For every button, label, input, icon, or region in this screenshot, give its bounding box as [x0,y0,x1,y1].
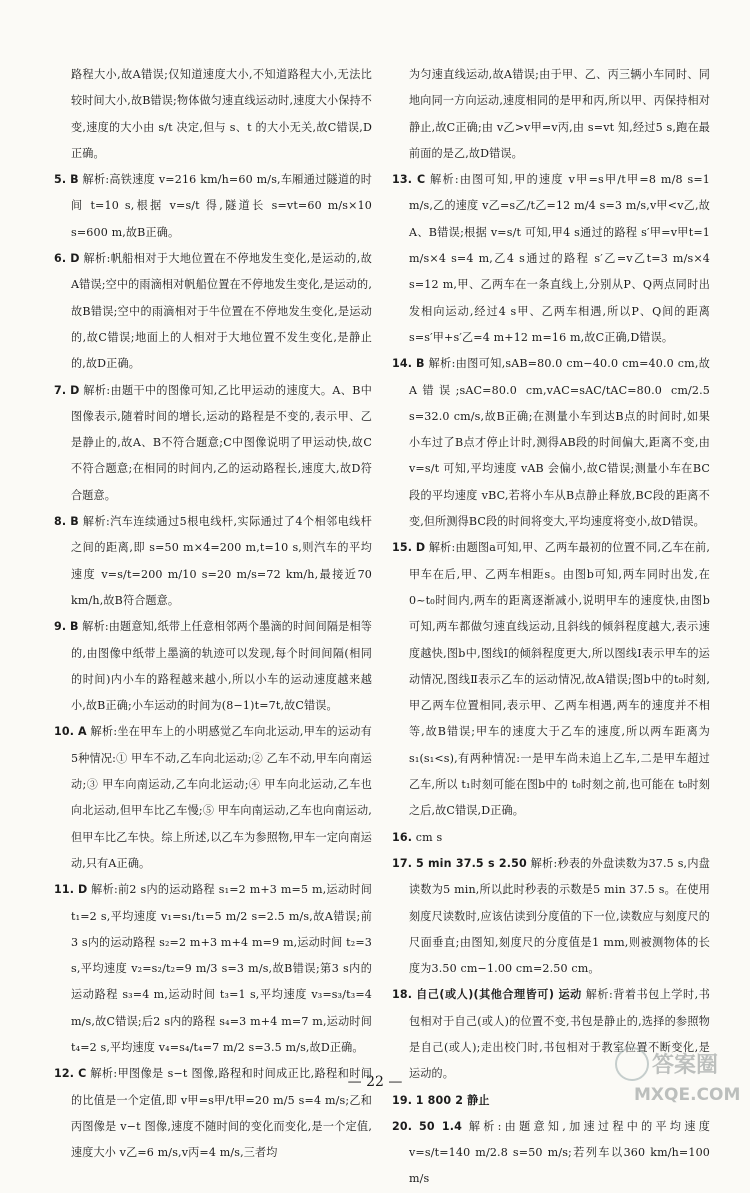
question-number: 19. [392,1093,413,1107]
answer-item [54,378,372,509]
answer-item [392,167,710,351]
answer-choice: 50 1.4 [418,1119,462,1133]
answer-choice: D [70,252,80,266]
answer-choice: C [78,1067,87,1081]
explanation-text: 解析:汽车连续通过5根电线杆,实际通过了4个相邻电线杆之间的距离,即 s=50 m×4=200 m,t=10 s,则汽车的平均速度 v=s/t=200 m/10 s=20 m/s=72 km/h,最接近70 km/h,故B符合题意。 [71,515,372,607]
question-number: 17. [392,856,413,870]
continued-paragraph [71,62,372,167]
question-number: 20. [392,1119,413,1133]
answer-choice: D [415,541,426,555]
explanation-text: 解析:由题干中的图像可知,乙比甲运动的速度大。A、B中图像表示,随着时间的增长,运动的路程是不变的,表示甲、乙是静止的,故A、B不符合题意;C中图像说明了甲运动快,故C不符合题意;在相同的时间内,乙的运动路程长,速度大,故D符合题意。 [71,383,372,502]
question-number: 5. [54,173,67,187]
watermark-graphic [612,1042,744,1106]
question-number: 13. [392,173,413,187]
explanation-text: 解析:甲图像是 s−t 图像,路程和时间成正比,路程和时间的比值是一个定值,即 v甲=s甲/t甲=20 m/5 s=4 m/s;乙和丙图像是 v−t 图像,速度不随时间的变化而变化,是一个定值,速度大小 v乙=6 m/s,v丙=4 m/s,三者均 [71,1067,372,1160]
question-number: 9. [54,620,67,634]
question-number: 11. [54,883,75,897]
answer-item [54,509,372,614]
explanation-text: 解析:由题意知,加速过程中的平均速度 v=s/t=140 m/2.8 s=50 m/s;若列车以360 km/h=100 m/s [409,1119,710,1186]
explanation-text: cm s [415,830,443,844]
explanation-text: 解析:由题意知,纸带上任意相邻两个墨滴的时间间隔是相等的,由图像中纸带上墨滴的轨迹可以发现,每个时间间隔(相同的时间)内小车的路程越来越小,所以小车的运动速度越来越小,故B正确;小车运动的时间为(8−1)t=7t,故C错误。 [71,620,372,713]
answer-item [392,351,710,535]
question-number: 6. [54,252,67,266]
watermark-bottom-text: MXQE.COM [634,1085,741,1105]
answer-choice: A [77,725,87,739]
watermark-top-text: 答案圈 [652,1053,719,1078]
question-number: 15. [392,541,413,555]
answer-choice: D [77,883,88,897]
left-column [54,62,372,1166]
answer-choice: 1 800 2 静止 [415,1093,490,1107]
page-number: — 22 — [347,1074,403,1090]
explanation-text: 路程大小,故A错误;仅知道速度大小,不知道路程大小,无法比较时间大小,故B错误;物体做匀速直线运动时,速度大小保持不变,速度的大小由 s/t 决定,但与 s、t 的大小无关,故C错误,D正确。 [71,68,372,160]
answer-item [54,246,372,377]
answer-choice: 5 min 37.5 s 2.50 [415,856,527,870]
question-number: 14. [392,357,413,371]
question-number: 16. [392,830,413,844]
answer-choice: B [416,357,425,371]
explanation-text: 解析:高铁速度 v=216 km/h=60 m/s,车厢通过隧道的时间 t=10 s,根据 v=s/t 得,隧道长 s=vt=60 m/s×10 s=600 m,故B正确。 [71,173,372,239]
answer-item [392,535,710,824]
question-number: 8. [54,515,67,529]
explanation-text: 解析:由图可知,甲的速度 v甲=s甲/t甲=8 m/8 s=1 m/s,乙的速度 v乙=s乙/t乙=12 m/4 s=3 m/s,v甲<v乙,故A、B错误;根据 v=s/t 可知,甲4 s通过的路程 s′甲=v甲t=1 m/s×4 s=4 m,乙4 s通过的路程 s′乙=v乙t=3 m/s×4 s=12 m,甲、乙两车在一条直线上,分别从P、Q两点同时出发相向运动,经过4 s甲、乙两车相遇,所以P、Q间的距离 s=s′甲+s′乙=4 m+12 m=16 m,故C正确,D错误。 [409,173,710,344]
answer-item [392,1114,710,1193]
explanation-text: 解析:秒表的外盘读数为37.5 s,内盘读数为5 min,所以此时秒表的示数是5 min 37.5 s。在使用刻度尺读数时,应该估读到分度值的下一位,读数应与刻度尺的尺面垂直;由图知,刻度尺的分度值是1 mm,则被测物体的长度为3.50 cm−1.00 cm=2.50 cm。 [409,856,710,976]
answer-item [392,825,710,851]
answer-item [392,851,710,982]
watermark-logo [612,1042,744,1106]
explanation-text: 解析:背着书包上学时,书包相对于自己(或人)的位置不变,书包是静止的,选择的参照物是自己(或人);走出校门时,书包相对于教室位置不断变化,是运动的。 [409,988,710,1081]
answer-choice: D [70,383,80,397]
watermark-circle [616,1048,648,1080]
answer-choice: 自己(或人)(其他合理皆可) 运动 [416,988,582,1002]
explanation-text: 解析:帆船相对于大地位置在不停地发生变化,是运动的,故A错误;空中的雨滴相对帆船位置在不停地发生变化,是运动的,故B错误;空中的雨滴相对于牛位置在不停地发生变化,是运动的,故C错误;地面上的人相对于大地位置不发生变化,是静止的,故D正确。 [71,252,372,371]
answer-item [54,167,372,246]
explanation-text: 解析:前2 s内的运动路程 s₁=2 m+3 m=5 m,运动时间 t₁=2 s,平均速度 v₁=s₁/t₁=5 m/2 s=2.5 m/s,故A错误;前3 s内的运动路程 s₂=2 m+3 m+4 m=9 m,运动时间 t₂=3 s,平均速度 v₂=s₂/t₂=9 m/3 s=3 m/s,故B错误;第3 s内的运动路程 s₃=4 m,运动时间 t₃=1 s,平均速度 v₃=s₃/t₃=4 m/s,故C错误;后2 s内的路程 s₄=3 m+4 m=7 m,运动时间 t₄=2 s,平均速度 v₄=s₄/t₄=7 m/2 s=3.5 m/s,故D正确。 [71,883,372,1054]
right-column [392,62,710,1193]
answer-choice: C [416,173,426,187]
answer-choice: B [70,173,79,187]
answer-choice: B [70,515,79,529]
answer-item [54,719,372,877]
explanation-text: 解析:由题图a可知,甲、乙两车最初的位置不同,乙车在前,甲车在后,甲、乙两车相距s。由图b可知,两车同时出发,在0~t₀时间内,两车的距离逐渐减小,说明甲车的速度快,由图b可知,两车都做匀速直线运动,且斜线的倾斜程度越大,表示速度越快,图b中,图线Ⅰ的倾斜程度更大,所以图线Ⅰ表示甲车的运动情况,图线Ⅱ表示乙车的运动情况,故A错误;图b中的t₀时刻,甲乙两车位置相同,表示甲、乙两车相遇,两车的速度并不相等,故B错误;甲车的速度大于乙车的速度,所以两车距离为 s₁(s₁<s),有两种情况:一是甲车尚未追上乙车,二是甲车超过乙车,所以 t₁时刻可能在图b中的 t₀时刻之前,也可能在 t₀时刻之后,故C错误,D正确。 [409,541,710,818]
question-number: 7. [54,383,67,397]
question-number: 12. [54,1067,75,1081]
continued-paragraph [409,62,710,167]
explanation-text: 为匀速直线运动,故A错误;由于甲、乙、丙三辆小车同时、同地向同一方向运动,速度相同的是甲和丙,所以甲、丙保持相对静止,故C正确;由 v乙>v甲=v丙,由 s=vt 知,经过5 s,跑在最前面的是乙,故D错误。 [409,68,710,160]
question-number: 18. [392,988,413,1002]
explanation-text: 解析:由图可知,sAB=80.0 cm−40.0 cm=40.0 cm,故A错误;sAC=80.0 cm,vAC=sAC/tAC=80.0 cm/2.5 s=32.0 cm/s,故B正确;在测量小车到达B点的时间时,如果小车过了B点才停止计时,测得AB段的时间偏大,距离不变,由 v=s/t 可知,平均速度 vAB 会偏小,故C错误;测量小车在BC段的平均速度 vBC,若将小车从B点静止释放,BC段的距离不变,但所测得BC段的时间将变大,平均速度将变小,故D错误。 [409,357,710,529]
question-number: 10. [54,725,75,739]
answer-choice: B [69,620,79,634]
answer-item [54,614,372,719]
explanation-text: 解析:坐在甲车上的小明感觉乙车向北运动,甲车的运动有5种情况:① 甲车不动,乙车向北运动;② 乙车不动,甲车向南运动;③ 甲车向南运动,乙车向北运动;④ 甲车向北运动,乙车也向北运动,但甲车比乙车慢;⑤ 甲车向南运动,乙车也向南运动,但甲车比乙车快。综上所述,以乙车为参照物,甲车一定向南运动,只有A正确。 [71,725,372,870]
answer-item [54,877,372,1061]
